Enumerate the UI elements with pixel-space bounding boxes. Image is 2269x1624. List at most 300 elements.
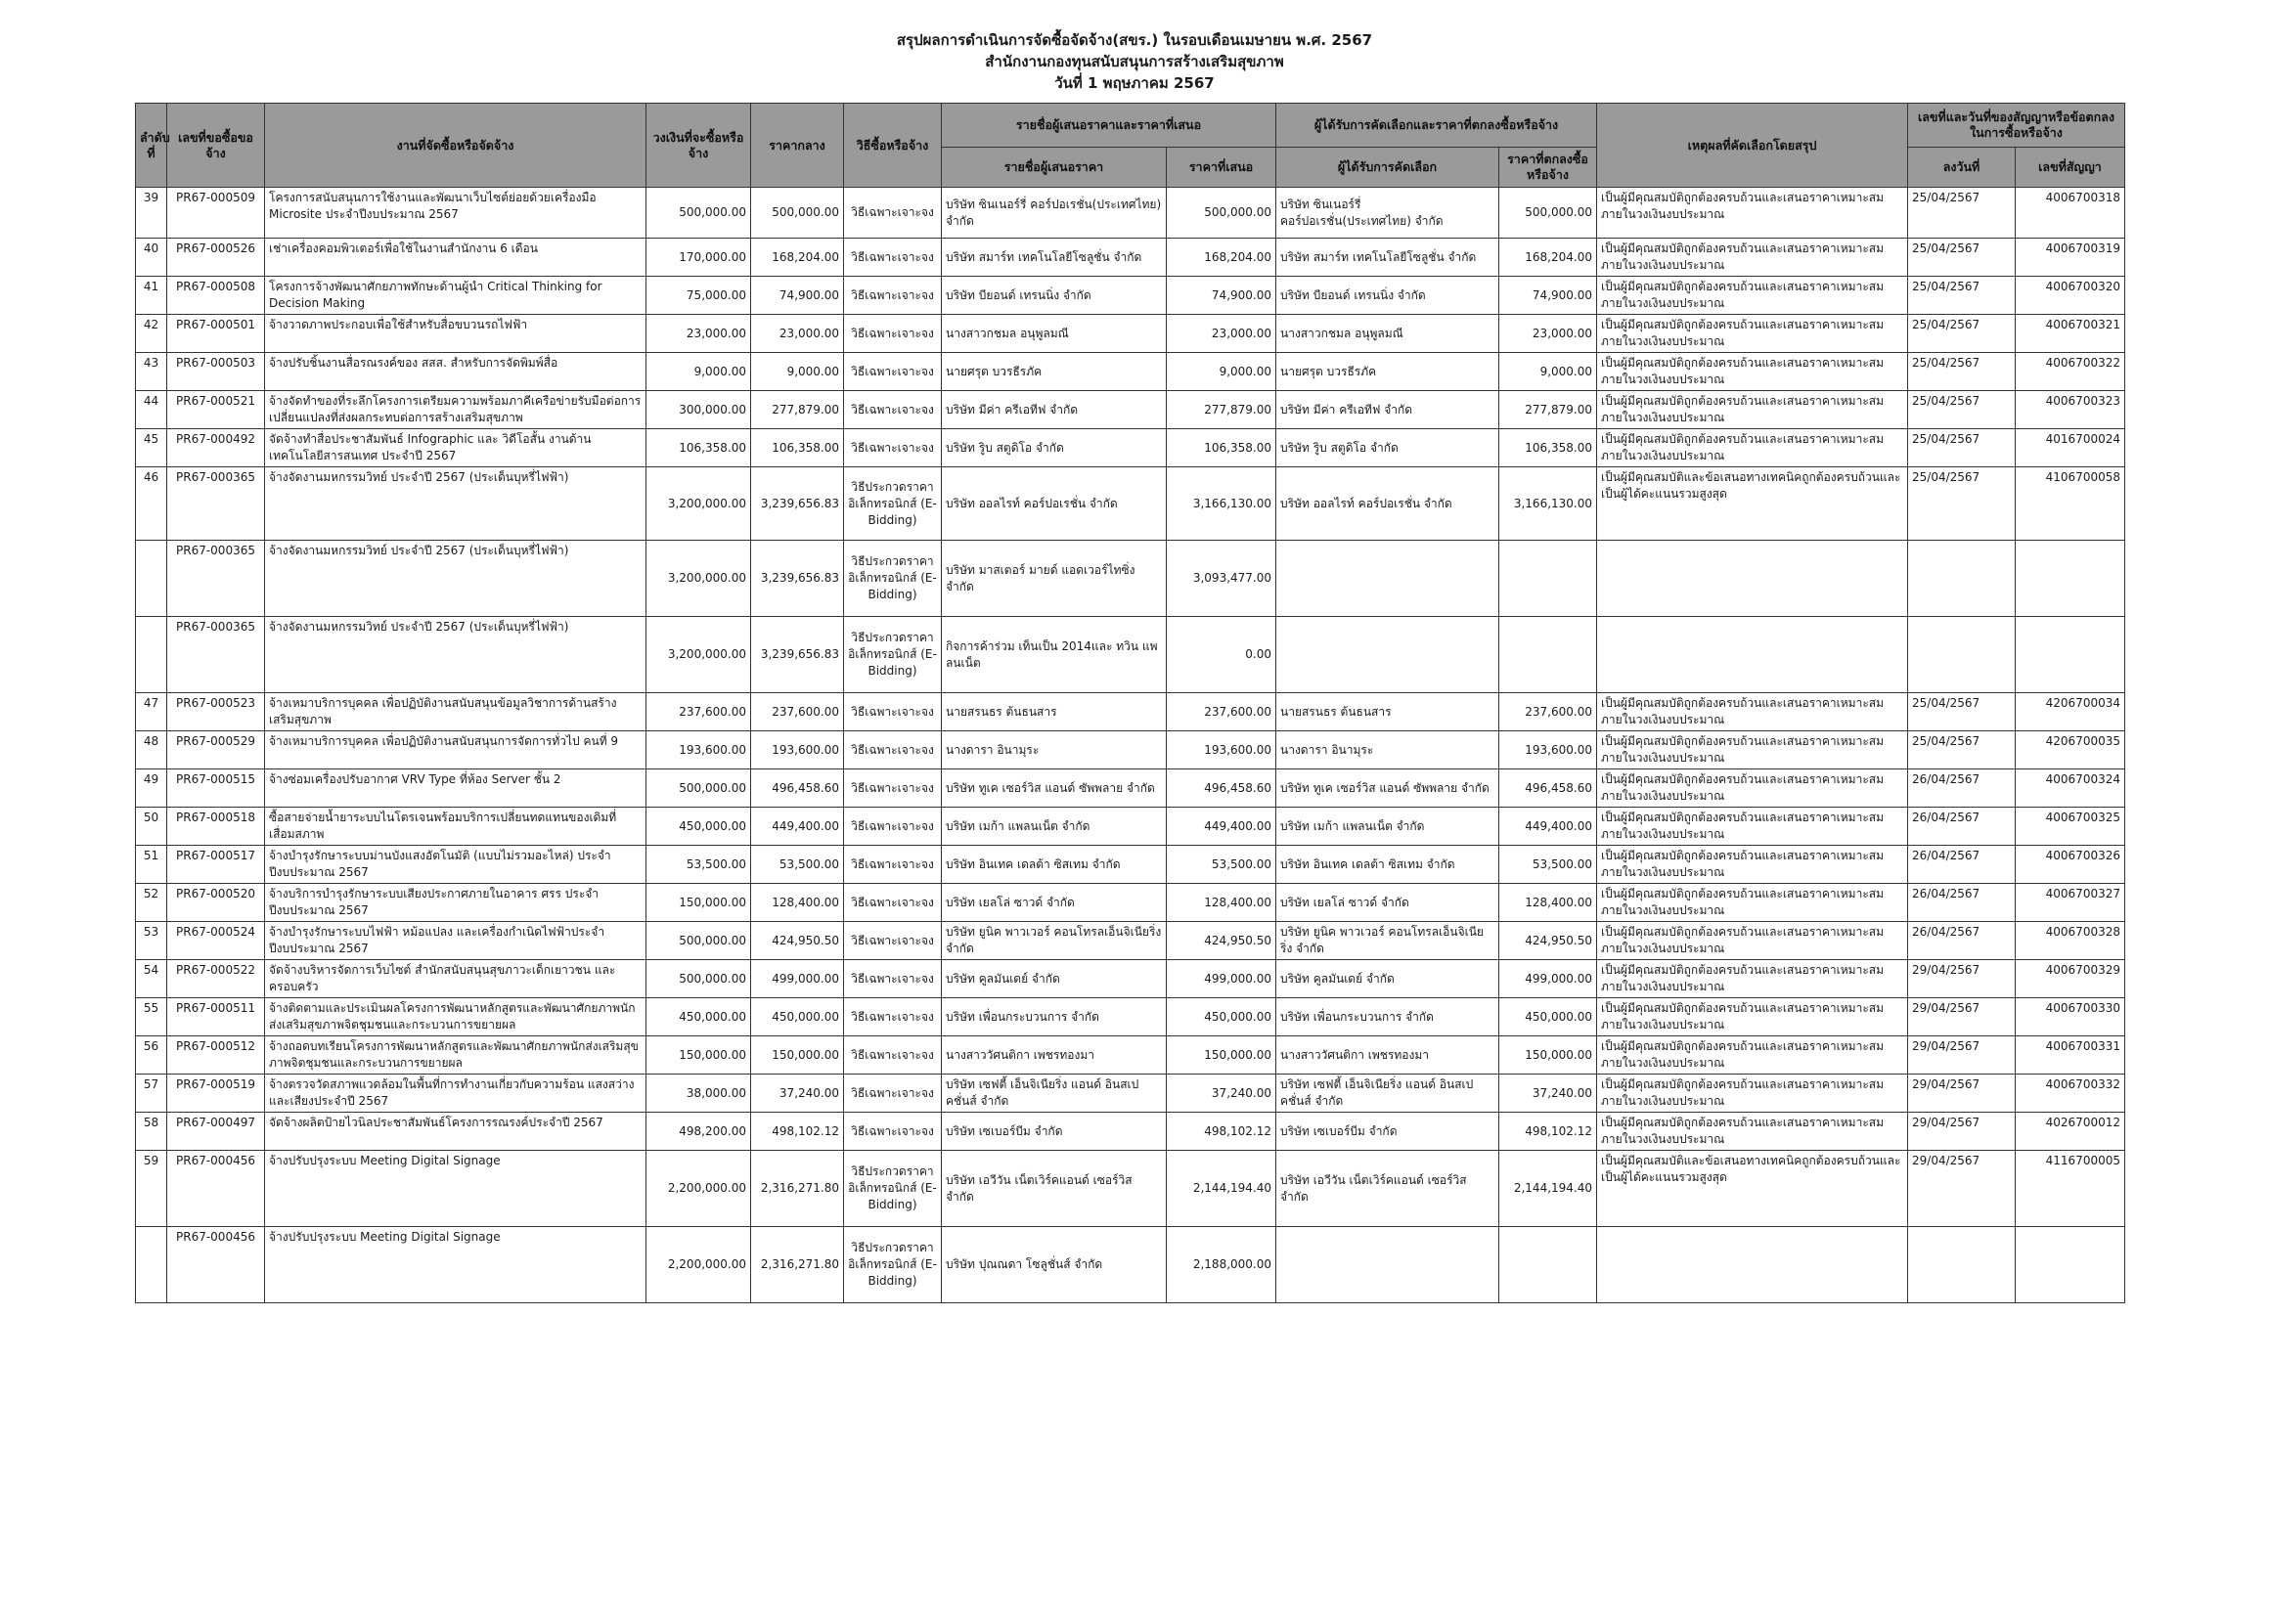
selection-reason: เป็นผู้มีคุณสมบัติถูกต้องครบถ้วนและเสนอราคาเหมาะสมภายในวงเงินงบประมาณ <box>1597 998 1908 1036</box>
row-number <box>136 1227 167 1303</box>
winner-name: นายศรุต บวรธีรภัค <box>1276 353 1499 391</box>
median-price: 150,000.00 <box>751 1036 844 1075</box>
median-price: 37,240.00 <box>751 1075 844 1113</box>
agreed-price: 53,500.00 <box>1499 846 1597 884</box>
pr-number: PR67-000492 <box>167 429 265 467</box>
procurement-table <box>135 103 2125 1303</box>
work-description: จ้างจัดงานมหกรรมวิทย์ ประจำปี 2567 (ประเด็นบุหรี่ไฟฟ้า) <box>265 541 646 617</box>
selection-reason: เป็นผู้มีคุณสมบัติถูกต้องครบถ้วนและเสนอราคาเหมาะสมภายในวงเงินงบประมาณ <box>1597 353 1908 391</box>
selection-reason: เป็นผู้มีคุณสมบัติถูกต้องครบถ้วนและเสนอราคาเหมาะสมภายในวงเงินงบประมาณ <box>1597 277 1908 315</box>
row-number: 45 <box>136 429 167 467</box>
contract-date: 29/04/2567 <box>1908 1151 2016 1227</box>
agreed-price: 2,144,194.40 <box>1499 1151 1597 1227</box>
median-price: 9,000.00 <box>751 353 844 391</box>
bid-price: 449,400.00 <box>1167 808 1276 846</box>
work-description: จ้างติดตามและประเมินผลโครงการพัฒนาหลักสูตรและพัฒนาศักยภาพนักส่งเสริมสุขภาพจิตชุมชนและกระบวนการขยายผล <box>265 998 646 1036</box>
selection-reason: เป็นผู้มีคุณสมบัติถูกต้องครบถ้วนและเสนอราคาเหมาะสมภายในวงเงินงบประมาณ <box>1597 846 1908 884</box>
row-number: 57 <box>136 1075 167 1113</box>
agreed-price: 74,900.00 <box>1499 277 1597 315</box>
bid-price: 128,400.00 <box>1167 884 1276 922</box>
budget: 150,000.00 <box>646 1036 751 1075</box>
table-row <box>136 884 2125 922</box>
pr-number: PR67-000520 <box>167 884 265 922</box>
median-price: 277,879.00 <box>751 391 844 429</box>
winner-name: บริษัท เซเบอร์บีม จำกัด <box>1276 1113 1499 1151</box>
median-price: 3,239,656.83 <box>751 467 844 541</box>
pr-number: PR67-000365 <box>167 467 265 541</box>
contract-date: 26/04/2567 <box>1908 808 2016 846</box>
pr-number: PR67-000515 <box>167 769 265 808</box>
contract-number: 4006700326 <box>2016 846 2125 884</box>
winner-name: บริษัท เมก้า แพลนเน็ต จำกัด <box>1276 808 1499 846</box>
bidder-name: บริษัท สมาร์ท เทคโนโลยีโซลูชั่น จำกัด <box>942 239 1167 277</box>
contract-date <box>1908 1227 2016 1303</box>
procurement-method: วิธีเฉพาะเจาะจง <box>844 731 942 769</box>
pr-number: PR67-000456 <box>167 1227 265 1303</box>
winner-name: บริษัท มีค่า ครีเอทีฟ จำกัด <box>1276 391 1499 429</box>
winner-name: นางดารา อินามุระ <box>1276 731 1499 769</box>
row-number: 39 <box>136 188 167 239</box>
row-number: 51 <box>136 846 167 884</box>
row-number: 54 <box>136 960 167 998</box>
bidder-name: บริษัท ซินเนอร์รี่ คอร์ปอเรชั่น(ประเทศไทย) จำกัด <box>942 188 1167 239</box>
winner-name: บริษัท ทูเค เซอร์วิส แอนด์ ซัพพลาย จำกัด <box>1276 769 1499 808</box>
winner-name: นายสรนธร ต้นธนสาร <box>1276 693 1499 731</box>
table-row <box>136 353 2125 391</box>
selection-reason: เป็นผู้มีคุณสมบัติถูกต้องครบถ้วนและเสนอราคาเหมาะสมภายในวงเงินงบประมาณ <box>1597 731 1908 769</box>
col-agreed-price-header: ราคาที่ตกลงซื้อหรือจ้าง <box>1499 148 1597 188</box>
winner-name: บริษัท สมาร์ท เทคโนโลยีโซลูชั่น จำกัด <box>1276 239 1499 277</box>
work-description: จ้างเหมาบริการบุคคล เพื่อปฏิบัติงานสนับสนุนข้อมูลวิชาการด้านสร้างเสริมสุขภาพ <box>265 693 646 731</box>
row-number: 55 <box>136 998 167 1036</box>
contract-number: 4006700325 <box>2016 808 2125 846</box>
pr-number: PR67-000512 <box>167 1036 265 1075</box>
winner-name <box>1276 1227 1499 1303</box>
bidder-name: บริษัท มาสเตอร์ มายด์ แอดเวอร์ไทซิ่ง จำกัด <box>942 541 1167 617</box>
row-number: 42 <box>136 315 167 353</box>
contract-date <box>1908 541 2016 617</box>
table-row <box>136 731 2125 769</box>
bidder-name: นางสาววัศนติกา เพชรทองมา <box>942 1036 1167 1075</box>
bidder-name: บริษัท ออลไรท์ คอร์ปอเรชั่น จำกัด <box>942 467 1167 541</box>
col-bidders-group-header: รายชื่อผู้เสนอราคาและราคาที่เสนอ <box>942 104 1276 148</box>
procurement-method: วิธีเฉพาะเจาะจง <box>844 353 942 391</box>
bidder-name: บริษัท เซเบอร์บีม จำกัด <box>942 1113 1167 1151</box>
col-pr-header: เลขที่ขอซื้อขอจ้าง <box>167 104 265 188</box>
col-median-header: ราคากลาง <box>751 104 844 188</box>
row-number: 46 <box>136 467 167 541</box>
agreed-price: 424,950.50 <box>1499 922 1597 960</box>
contract-date: 25/04/2567 <box>1908 239 2016 277</box>
pr-number: PR67-000529 <box>167 731 265 769</box>
table-row <box>136 846 2125 884</box>
bid-price: 277,879.00 <box>1167 391 1276 429</box>
contract-date: 25/04/2567 <box>1908 467 2016 541</box>
median-price: 2,316,271.80 <box>751 1227 844 1303</box>
procurement-method: วิธีประกวดราคาอิเล็กทรอนิกส์ (E-Bidding) <box>844 467 942 541</box>
winner-name: บริษัท อินเทค เดลต้า ซิสเทม จำกัด <box>1276 846 1499 884</box>
work-description: จ้างจัดทำของที่ระลึกโครงการเตรียมความพร้อมภาคีเครือข่ายรับมือต่อการเปลี่ยนแปลงที่ส่งผลกระทบต่อการสร้างเสริมสุขภาพ <box>265 391 646 429</box>
budget: 150,000.00 <box>646 884 751 922</box>
row-number: 52 <box>136 884 167 922</box>
winner-name: บริษัท รูิบ สตูดิโอ จำกัด <box>1276 429 1499 467</box>
work-description: จ้างวาดภาพประกอบเพื่อใช้สำหรับสื่อขบวนรถไฟฟ้า <box>265 315 646 353</box>
contract-number: 4026700012 <box>2016 1113 2125 1151</box>
procurement-method: วิธีประกวดราคาอิเล็กทรอนิกส์ (E-Bidding) <box>844 541 942 617</box>
budget: 2,200,000.00 <box>646 1227 751 1303</box>
table-row <box>136 693 2125 731</box>
row-number <box>136 617 167 693</box>
agreed-price: 193,600.00 <box>1499 731 1597 769</box>
procurement-method: วิธีเฉพาะเจาะจง <box>844 769 942 808</box>
bid-price: 424,950.50 <box>1167 922 1276 960</box>
budget: 500,000.00 <box>646 922 751 960</box>
row-number: 56 <box>136 1036 167 1075</box>
bid-price: 193,600.00 <box>1167 731 1276 769</box>
median-price: 106,358.00 <box>751 429 844 467</box>
work-description: จ้างบำรุงรักษาระบบไฟฟ้า หม้อแปลง และเครื่องกำเนิดไฟฟ้าประจำปีงบประมาณ 2567 <box>265 922 646 960</box>
contract-number: 4006700329 <box>2016 960 2125 998</box>
selection-reason: เป็นผู้มีคุณสมบัติถูกต้องครบถ้วนและเสนอราคาเหมาะสมภายในวงเงินงบประมาณ <box>1597 188 1908 239</box>
pr-number: PR67-000526 <box>167 239 265 277</box>
agreed-price <box>1499 541 1597 617</box>
col-contract-no-header: เลขที่สัญญา <box>2016 148 2125 188</box>
bidder-name: กิจการค้าร่วม เท็นเป็น 2014และ ทวิน แพลนเน็ต <box>942 617 1167 693</box>
procurement-method: วิธีเฉพาะเจาะจง <box>844 998 942 1036</box>
contract-number: 4006700319 <box>2016 239 2125 277</box>
budget: 500,000.00 <box>646 769 751 808</box>
col-reason-header: เหตุผลที่คัดเลือกโดยสรุป <box>1597 104 1908 188</box>
budget: 106,358.00 <box>646 429 751 467</box>
agreed-price: 168,204.00 <box>1499 239 1597 277</box>
selection-reason <box>1597 541 1908 617</box>
table-row <box>136 391 2125 429</box>
work-description: โครงการจ้างพัฒนาศักยภาพทักษะด้านผู้นำ Critical Thinking for Decision Making <box>265 277 646 315</box>
contract-number <box>2016 617 2125 693</box>
contract-date: 29/04/2567 <box>1908 1036 2016 1075</box>
table-row <box>136 922 2125 960</box>
work-description: จ้างปรับปรุงระบบ Meeting Digital Signage <box>265 1151 646 1227</box>
bidder-name: บริษัท ยูนิค พาวเวอร์ คอนโทรลเอ็นจิเนียริ่ง จำกัด <box>942 922 1167 960</box>
selection-reason: เป็นผู้มีคุณสมบัติถูกต้องครบถ้วนและเสนอราคาเหมาะสมภายในวงเงินงบประมาณ <box>1597 1113 1908 1151</box>
agreed-price: 3,166,130.00 <box>1499 467 1597 541</box>
procurement-method: วิธีเฉพาะเจาะจง <box>844 315 942 353</box>
procurement-method: วิธีเฉพาะเจาะจง <box>844 960 942 998</box>
pr-number: PR67-000365 <box>167 617 265 693</box>
procurement-method: วิธีเฉพาะเจาะจง <box>844 846 942 884</box>
selection-reason: เป็นผู้มีคุณสมบัติถูกต้องครบถ้วนและเสนอราคาเหมาะสมภายในวงเงินงบประมาณ <box>1597 239 1908 277</box>
procurement-method: วิธีเฉพาะเจาะจง <box>844 188 942 239</box>
selection-reason: เป็นผู้มีคุณสมบัติถูกต้องครบถ้วนและเสนอราคาเหมาะสมภายในวงเงินงบประมาณ <box>1597 693 1908 731</box>
contract-date: 25/04/2567 <box>1908 315 2016 353</box>
col-contract-group-header: เลขที่และวันที่ของสัญญาหรือข้อตกลงในการซื้อหรือจ้าง <box>1908 104 2125 148</box>
work-description: จ้างตรวจวัดสภาพแวดล้อมในพื้นที่การทำงานเกี่ยวกับความร้อน แสงสว่าง และเสียงประจำปี 2567 <box>265 1075 646 1113</box>
contract-date: 25/04/2567 <box>1908 731 2016 769</box>
contract-number: 4106700058 <box>2016 467 2125 541</box>
agreed-price: 449,400.00 <box>1499 808 1597 846</box>
selection-reason: เป็นผู้มีคุณสมบัติถูกต้องครบถ้วนและเสนอราคาเหมาะสมภายในวงเงินงบประมาณ <box>1597 884 1908 922</box>
agreed-price: 496,458.60 <box>1499 769 1597 808</box>
document-title: สรุปผลการดำเนินการจัดซื้อจัดจ้าง(สขร.) ในรอบเดือนเมษายน พ.ศ. 2567 <box>896 31 1373 49</box>
work-description: จ้างปรับปรุงระบบ Meeting Digital Signage <box>265 1227 646 1303</box>
winner-name: นางสาววัศนติกา เพชรทองมา <box>1276 1036 1499 1075</box>
contract-date: 25/04/2567 <box>1908 188 2016 239</box>
budget: 498,200.00 <box>646 1113 751 1151</box>
bidder-name: บริษัท เอวีวัน เน็ตเวิร์คแอนด์ เซอร์วิส จำกัด <box>942 1151 1167 1227</box>
bid-price: 9,000.00 <box>1167 353 1276 391</box>
selection-reason: เป็นผู้มีคุณสมบัติถูกต้องครบถ้วนและเสนอราคาเหมาะสมภายในวงเงินงบประมาณ <box>1597 429 1908 467</box>
pr-number: PR67-000497 <box>167 1113 265 1151</box>
procurement-method: วิธีเฉพาะเจาะจง <box>844 884 942 922</box>
col-budget-header: วงเงินที่จะซื้อหรือจ้าง <box>646 104 751 188</box>
table-row <box>136 808 2125 846</box>
median-price: 450,000.00 <box>751 998 844 1036</box>
bid-price: 2,144,194.40 <box>1167 1151 1276 1227</box>
report-date: วันที่ 1 พฤษภาคม 2567 <box>1054 74 1215 92</box>
bidder-name: บริษัท ปุณณดา โซลูชั่นส์ จำกัด <box>942 1227 1167 1303</box>
budget: 3,200,000.00 <box>646 541 751 617</box>
contract-number: 4006700328 <box>2016 922 2125 960</box>
row-number: 50 <box>136 808 167 846</box>
col-date-header: ลงวันที่ <box>1908 148 2016 188</box>
budget: 500,000.00 <box>646 188 751 239</box>
row-number: 40 <box>136 239 167 277</box>
contract-date: 26/04/2567 <box>1908 922 2016 960</box>
pr-number: PR67-000522 <box>167 960 265 998</box>
budget: 450,000.00 <box>646 998 751 1036</box>
bid-price: 23,000.00 <box>1167 315 1276 353</box>
row-number: 53 <box>136 922 167 960</box>
median-price: 2,316,271.80 <box>751 1151 844 1227</box>
table-row <box>136 467 2125 541</box>
median-price: 3,239,656.83 <box>751 617 844 693</box>
median-price: 499,000.00 <box>751 960 844 998</box>
work-description: จัดจ้างผลิตป้ายไวนิลประชาสัมพันธ์โครงการรณรงค์ประจำปี 2567 <box>265 1113 646 1151</box>
pr-number: PR67-000508 <box>167 277 265 315</box>
contract-number: 4016700024 <box>2016 429 2125 467</box>
procurement-method: วิธีเฉพาะเจาะจง <box>844 1036 942 1075</box>
bid-price: 500,000.00 <box>1167 188 1276 239</box>
col-work-header: งานที่จัดซื้อหรือจัดจ้าง <box>265 104 646 188</box>
work-description: โครงการสนับสนุนการใช้งานและพัฒนาเว็บไซต์ย่อยด้วยเครื่องมือ Microsite ประจำปีงบประมาณ 2567 <box>265 188 646 239</box>
work-description: จ้างจัดงานมหกรรมวิทย์ ประจำปี 2567 (ประเด็นบุหรี่ไฟฟ้า) <box>265 617 646 693</box>
median-price: 53,500.00 <box>751 846 844 884</box>
median-price: 498,102.12 <box>751 1113 844 1151</box>
bidder-name: บริษัท เซฟตี้ เอ็นจิเนียริ่ง แอนด์ อินสเปคชั่นส์ จำกัด <box>942 1075 1167 1113</box>
contract-number: 4006700324 <box>2016 769 2125 808</box>
contract-number: 4206700034 <box>2016 693 2125 731</box>
bid-price: 499,000.00 <box>1167 960 1276 998</box>
median-price: 424,950.50 <box>751 922 844 960</box>
work-description: จัดจ้างบริหารจัดการเว็บไซต์ สำนักสนับสนุนสุขภาวะเด็กเยาวชน และครอบครัว <box>265 960 646 998</box>
budget: 193,600.00 <box>646 731 751 769</box>
table-row <box>136 1036 2125 1075</box>
selection-reason: เป็นผู้มีคุณสมบัติถูกต้องครบถ้วนและเสนอราคาเหมาะสมภายในวงเงินงบประมาณ <box>1597 769 1908 808</box>
contract-date <box>1908 617 2016 693</box>
bid-price: 106,358.00 <box>1167 429 1276 467</box>
bid-price: 496,458.60 <box>1167 769 1276 808</box>
table-row <box>136 1075 2125 1113</box>
winner-name: บริษัท ออลไรท์ คอร์ปอเรชั่น จำกัด <box>1276 467 1499 541</box>
winner-name: บริษัท บียอนด์ เทรนนิ่ง จำกัด <box>1276 277 1499 315</box>
contract-number: 4006700330 <box>2016 998 2125 1036</box>
pr-number: PR67-000509 <box>167 188 265 239</box>
budget: 450,000.00 <box>646 808 751 846</box>
budget: 170,000.00 <box>646 239 751 277</box>
procurement-method: วิธีเฉพาะเจาะจง <box>844 239 942 277</box>
table-row <box>136 1227 2125 1303</box>
winner-name: บริษัท คูลมันเดย์ จำกัด <box>1276 960 1499 998</box>
budget: 38,000.00 <box>646 1075 751 1113</box>
contract-number: 4116700005 <box>2016 1151 2125 1227</box>
contract-number: 4206700035 <box>2016 731 2125 769</box>
pr-number: PR67-000365 <box>167 541 265 617</box>
winner-name: บริษัท เซฟตี้ เอ็นจิเนียริ่ง แอนด์ อินสเปคชั่นส์ จำกัด <box>1276 1075 1499 1113</box>
bid-price: 450,000.00 <box>1167 998 1276 1036</box>
bid-price: 0.00 <box>1167 617 1276 693</box>
bidder-name: บริษัท เยลโล่ ซาวด์ จำกัด <box>942 884 1167 922</box>
agreed-price: 9,000.00 <box>1499 353 1597 391</box>
budget: 9,000.00 <box>646 353 751 391</box>
row-number: 48 <box>136 731 167 769</box>
contract-number: 4006700322 <box>2016 353 2125 391</box>
contract-date: 29/04/2567 <box>1908 960 2016 998</box>
selection-reason: เป็นผู้มีคุณสมบัติและข้อเสนอทางเทคนิคถูกต้องครบถ้วนและเป็นผู้ได้คะแนนรวมสูงสุด <box>1597 467 1908 541</box>
contract-number: 4006700321 <box>2016 315 2125 353</box>
work-description: จ้างถอดบทเรียนโครงการพัฒนาหลักสูตรและพัฒนาศักยภาพนักส่งเสริมสุขภาพจิตชุมชนและกระบวนการขยายผล <box>265 1036 646 1075</box>
table-row <box>136 315 2125 353</box>
selection-reason <box>1597 617 1908 693</box>
pr-number: PR67-000456 <box>167 1151 265 1227</box>
contract-number: 4006700323 <box>2016 391 2125 429</box>
bidder-name: บริษัท มีค่า ครีเอทีฟ จำกัด <box>942 391 1167 429</box>
median-price: 496,458.60 <box>751 769 844 808</box>
winner-name: บริษัท ซินเนอร์รี่ คอร์ปอเรชั่น(ประเทศไทย) จำกัด <box>1276 188 1499 239</box>
work-description: จ้างจัดงานมหกรรมวิทย์ ประจำปี 2567 (ประเด็นบุหรี่ไฟฟ้า) <box>265 467 646 541</box>
table-row <box>136 277 2125 315</box>
bidder-name: บริษัท บียอนด์ เทรนนิ่ง จำกัด <box>942 277 1167 315</box>
agreed-price <box>1499 617 1597 693</box>
budget: 300,000.00 <box>646 391 751 429</box>
agreed-price: 237,600.00 <box>1499 693 1597 731</box>
selection-reason: เป็นผู้มีคุณสมบัติถูกต้องครบถ้วนและเสนอราคาเหมาะสมภายในวงเงินงบประมาณ <box>1597 960 1908 998</box>
median-price: 23,000.00 <box>751 315 844 353</box>
winner-name: บริษัท เพื่อนกระบวนการ จำกัด <box>1276 998 1499 1036</box>
bidder-name: บริษัท เพื่อนกระบวนการ จำกัด <box>942 998 1167 1036</box>
budget: 2,200,000.00 <box>646 1151 751 1227</box>
work-description: จัดจ้างทำสื่อประชาสัมพันธ์ Infographic และ วิดีโอสั้น งานด้านเทคโนโลยีสารสนเทศ ประจำปี 2567 <box>265 429 646 467</box>
work-description: ซื้อสายจ่ายน้ำยาระบบไนโตรเจนพร้อมบริการเปลี่ยนทดแทนของเดิมที่เสื่อมสภาพ <box>265 808 646 846</box>
winner-name: บริษัท ยูนิค พาวเวอร์ คอนโทรลเอ็นจิเนียริ่ง จำกัด <box>1276 922 1499 960</box>
agreed-price: 23,000.00 <box>1499 315 1597 353</box>
budget: 75,000.00 <box>646 277 751 315</box>
pr-number: PR67-000517 <box>167 846 265 884</box>
bid-price: 74,900.00 <box>1167 277 1276 315</box>
budget: 237,600.00 <box>646 693 751 731</box>
table-row <box>136 1113 2125 1151</box>
row-number: 43 <box>136 353 167 391</box>
median-price: 128,400.00 <box>751 884 844 922</box>
procurement-method: วิธีเฉพาะเจาะจง <box>844 1075 942 1113</box>
contract-number: 4006700331 <box>2016 1036 2125 1075</box>
row-number: 47 <box>136 693 167 731</box>
contract-date: 29/04/2567 <box>1908 1075 2016 1113</box>
col-method-header: วิธีซื้อหรือจ้าง <box>844 104 942 188</box>
pr-number: PR67-000518 <box>167 808 265 846</box>
bidder-name: นายสรนธร ต้นธนสาร <box>942 693 1167 731</box>
procurement-method: วิธีเฉพาะเจาะจง <box>844 1113 942 1151</box>
contract-number: 4006700320 <box>2016 277 2125 315</box>
work-description: จ้างเหมาบริการบุคคล เพื่อปฏิบัติงานสนับสนุนการจัดการทั่วไป คนที่ 9 <box>265 731 646 769</box>
procurement-method: วิธีเฉพาะเจาะจง <box>844 391 942 429</box>
bid-price: 3,166,130.00 <box>1167 467 1276 541</box>
selection-reason: เป็นผู้มีคุณสมบัติถูกต้องครบถ้วนและเสนอราคาเหมาะสมภายในวงเงินงบประมาณ <box>1597 1075 1908 1113</box>
contract-number <box>2016 1227 2125 1303</box>
bid-price: 498,102.12 <box>1167 1113 1276 1151</box>
contract-date: 29/04/2567 <box>1908 1113 2016 1151</box>
procurement-method: วิธีเฉพาะเจาะจง <box>844 808 942 846</box>
table-row <box>136 960 2125 998</box>
contract-date: 25/04/2567 <box>1908 277 2016 315</box>
agreed-price: 150,000.00 <box>1499 1036 1597 1075</box>
contract-date: 25/04/2567 <box>1908 353 2016 391</box>
median-price: 237,600.00 <box>751 693 844 731</box>
agreed-price: 498,102.12 <box>1499 1113 1597 1151</box>
agreed-price: 106,358.00 <box>1499 429 1597 467</box>
col-selected-group-header: ผู้ได้รับการคัดเลือกและราคาที่ตกลงซื้อหรือจ้าง <box>1276 104 1597 148</box>
bid-price: 37,240.00 <box>1167 1075 1276 1113</box>
contract-date: 25/04/2567 <box>1908 693 2016 731</box>
selection-reason: เป็นผู้มีคุณสมบัติถูกต้องครบถ้วนและเสนอราคาเหมาะสมภายในวงเงินงบประมาณ <box>1597 922 1908 960</box>
bid-price: 3,093,477.00 <box>1167 541 1276 617</box>
pr-number: PR67-000521 <box>167 391 265 429</box>
row-number <box>136 541 167 617</box>
contract-number: 4006700327 <box>2016 884 2125 922</box>
bidder-name: บริษัท อินเทค เดลต้า ซิสเทม จำกัด <box>942 846 1167 884</box>
row-number: 49 <box>136 769 167 808</box>
row-number: 59 <box>136 1151 167 1227</box>
procurement-method: วิธีประกวดราคาอิเล็กทรอนิกส์ (E-Bidding) <box>844 1227 942 1303</box>
median-price: 449,400.00 <box>751 808 844 846</box>
work-description: จ้างซ่อมเครื่องปรับอากาศ VRV Type ที่ห้อง Server ชั้น 2 <box>265 769 646 808</box>
selection-reason: เป็นผู้มีคุณสมบัติและข้อเสนอทางเทคนิคถูกต้องครบถ้วนและเป็นผู้ได้คะแนนรวมสูงสุด <box>1597 1151 1908 1227</box>
median-price: 193,600.00 <box>751 731 844 769</box>
work-description: จ้างบำรุงรักษาระบบม่านบังแสงอัตโนมัติ (แบบไม่รวมอะไหล่) ประจำปีงบประมาณ 2567 <box>265 846 646 884</box>
winner-name: นางสาวกชมล อนุพูลมณี <box>1276 315 1499 353</box>
contract-date: 29/04/2567 <box>1908 998 2016 1036</box>
selection-reason: เป็นผู้มีคุณสมบัติถูกต้องครบถ้วนและเสนอราคาเหมาะสมภายในวงเงินงบประมาณ <box>1597 808 1908 846</box>
pr-number: PR67-000511 <box>167 998 265 1036</box>
budget: 53,500.00 <box>646 846 751 884</box>
pr-number: PR67-000503 <box>167 353 265 391</box>
bidder-name: บริษัท รูิบ สตูดิโอ จำกัด <box>942 429 1167 467</box>
budget: 3,200,000.00 <box>646 467 751 541</box>
median-price: 500,000.00 <box>751 188 844 239</box>
agreed-price: 450,000.00 <box>1499 998 1597 1036</box>
contract-number: 4006700332 <box>2016 1075 2125 1113</box>
col-no-header: ลำดับที่ <box>136 104 167 188</box>
selection-reason: เป็นผู้มีคุณสมบัติถูกต้องครบถ้วนและเสนอราคาเหมาะสมภายในวงเงินงบประมาณ <box>1597 315 1908 353</box>
agreed-price: 500,000.00 <box>1499 188 1597 239</box>
work-description: เช่าเครื่องคอมพิวเตอร์เพื่อใช้ในงานสำนักงาน 6 เดือน <box>265 239 646 277</box>
col-winner-header: ผู้ได้รับการคัดเลือก <box>1276 148 1499 188</box>
bidder-name: นางสาวกชมล อนุพูลมณี <box>942 315 1167 353</box>
bid-price: 168,204.00 <box>1167 239 1276 277</box>
pr-number: PR67-000523 <box>167 693 265 731</box>
agreed-price <box>1499 1227 1597 1303</box>
bidder-name: นางดารา อินามุระ <box>942 731 1167 769</box>
procurement-method: วิธีเฉพาะเจาะจง <box>844 693 942 731</box>
